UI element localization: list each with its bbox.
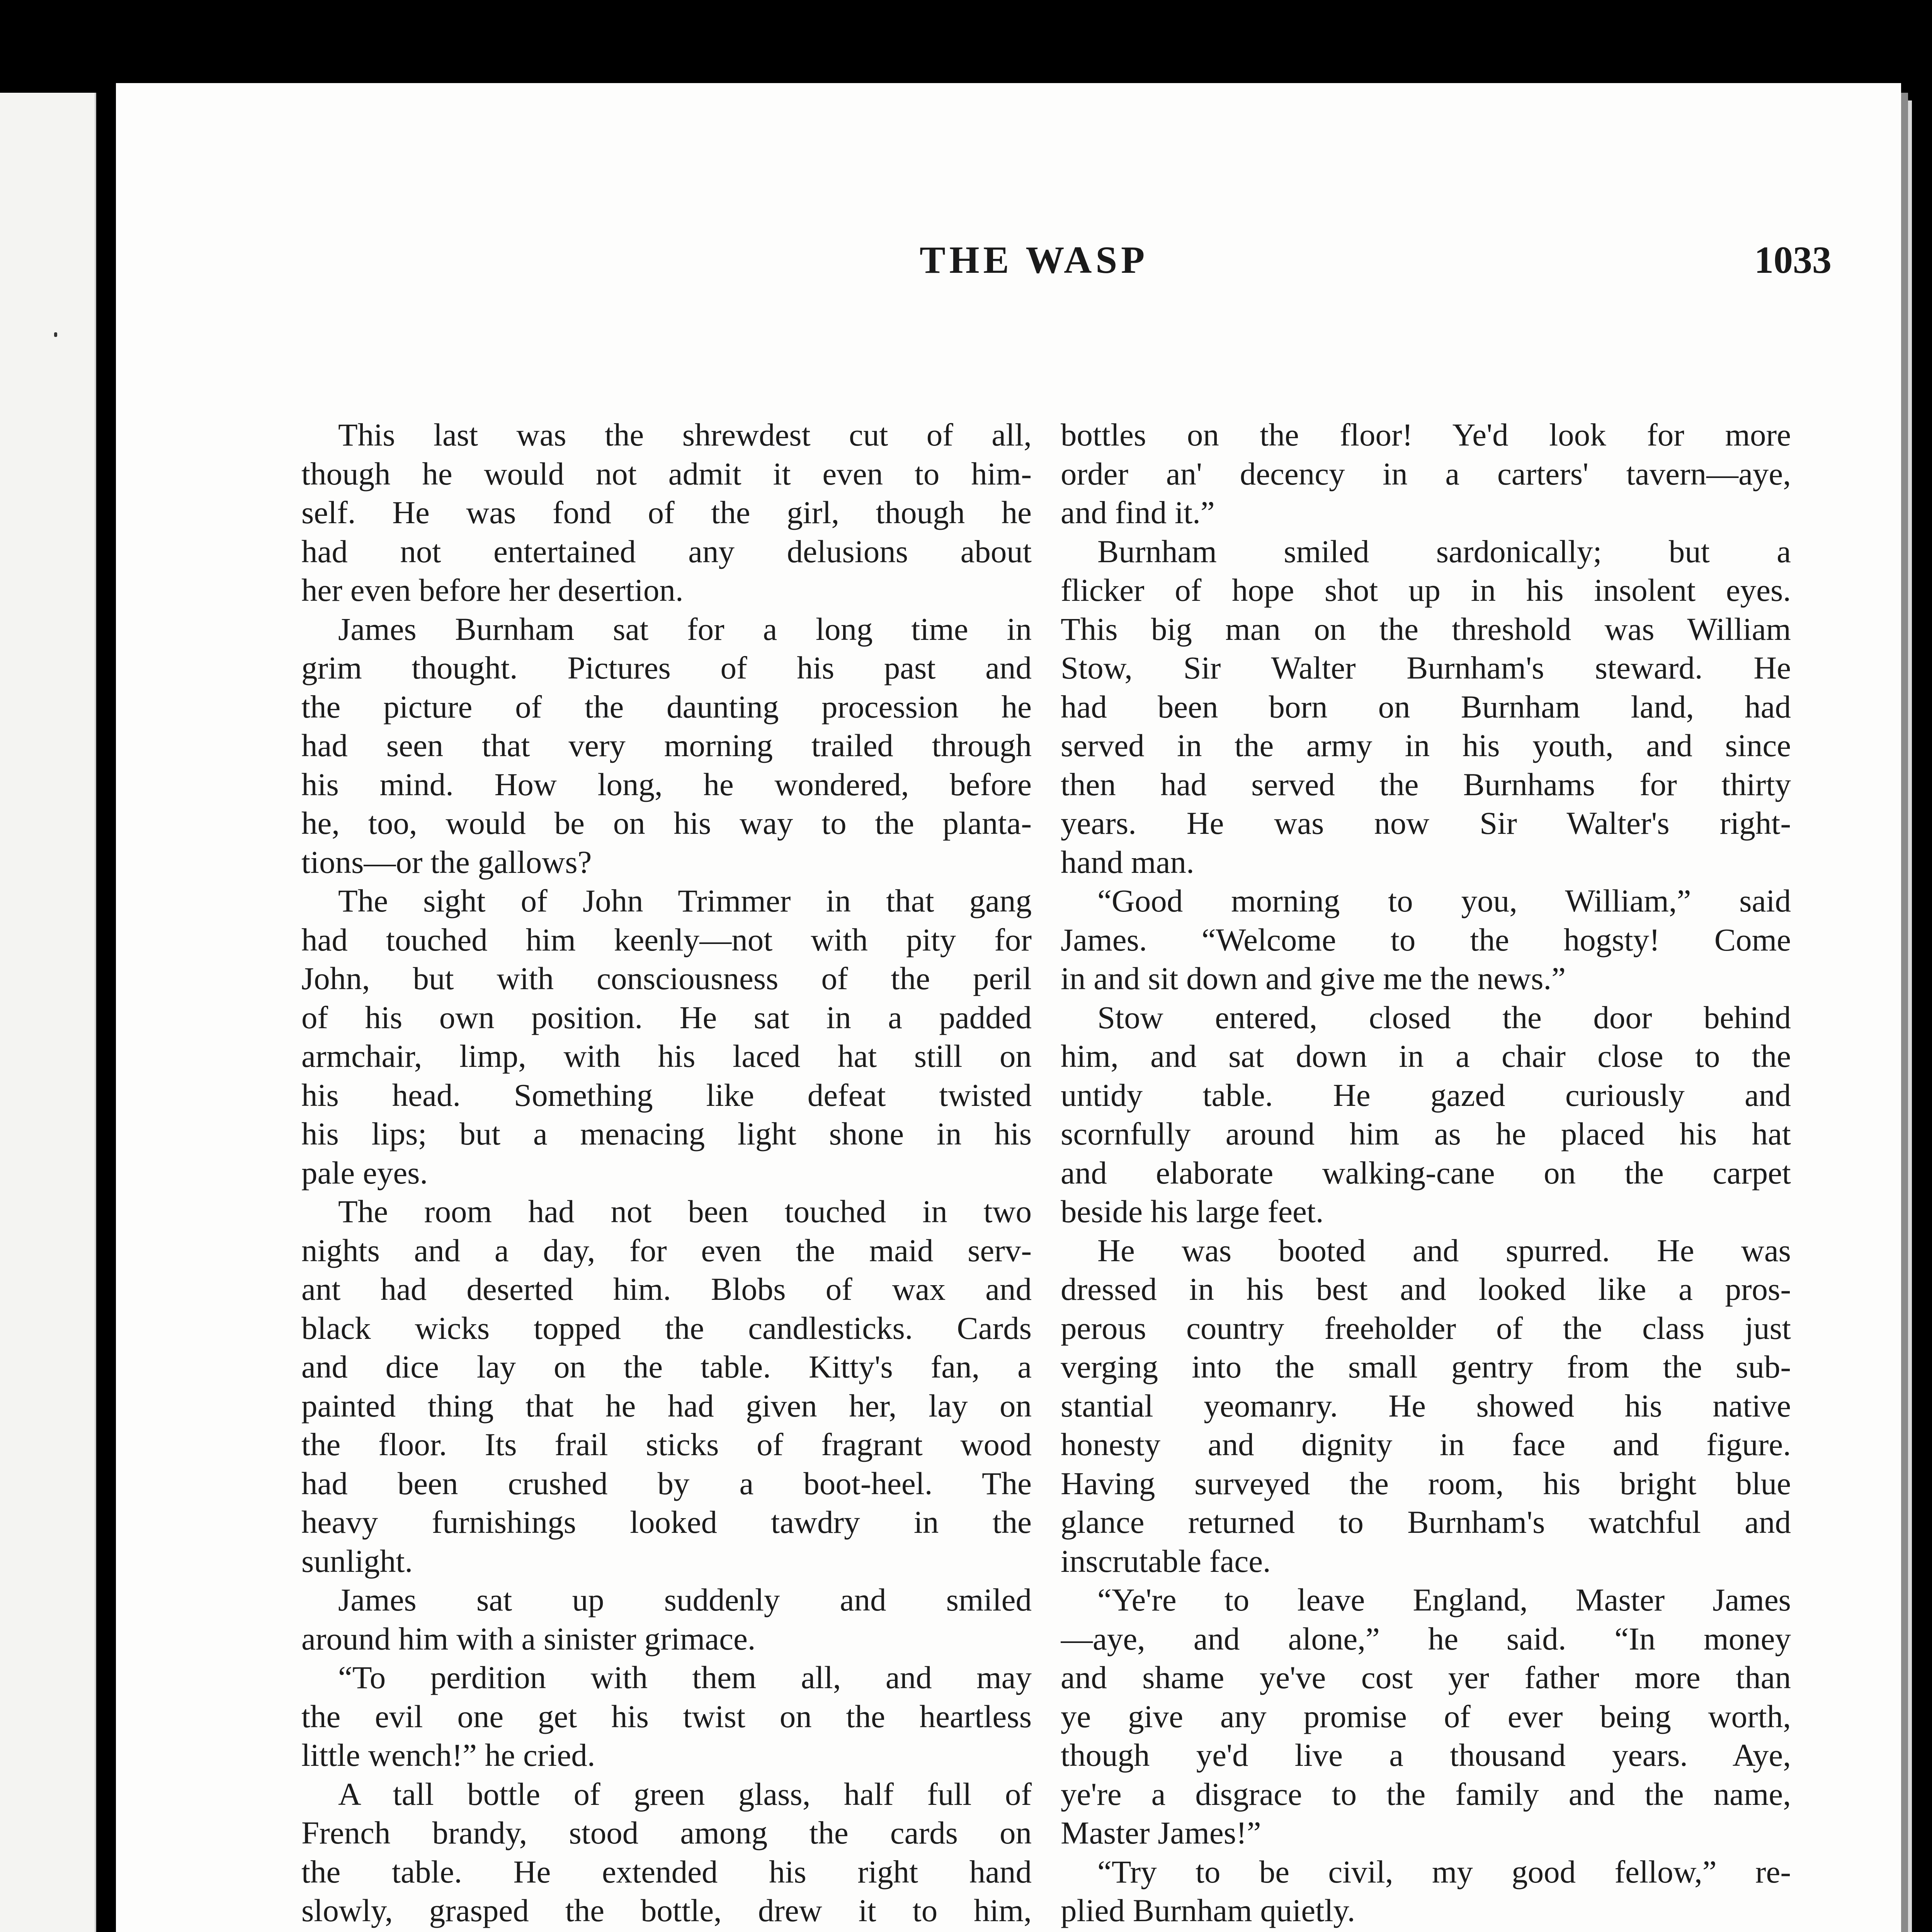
text-line: Stow, Sir Walter Burnham's steward. He (1061, 650, 1791, 685)
text-line: French brandy, stood among the cards on (301, 1815, 1032, 1850)
text-line: armchair, limp, with his laced hat still on (301, 1038, 1032, 1074)
text-line: ye give any promise of ever being worth, (1061, 1698, 1791, 1734)
text-line: dressed in his best and looked like a pros- (1061, 1271, 1791, 1307)
text-line: the picture of the daunting procession he (301, 689, 1032, 724)
text-line: had touched him keenly—not with pity for (301, 922, 1032, 957)
text-line: and dice lay on the table. Kitty's fan, a (301, 1349, 1032, 1384)
text-line: then had served the Burnhams for thirty (1061, 766, 1791, 802)
right-text-column (1061, 415, 1791, 1932)
text-line: tions—or the gallows? (301, 844, 592, 880)
text-line: —aye, and alone,” he said. “In money (1061, 1621, 1791, 1656)
ink-fleck (54, 332, 57, 337)
running-title: THE WASP (920, 238, 1149, 281)
text-line: perous country freeholder of the class just (1061, 1310, 1791, 1346)
text-line: painted thing that he had given her, lay on (301, 1388, 1032, 1423)
text-line: untidy table. He gazed curiously and (1061, 1077, 1791, 1113)
text-line: ye're a disgrace to the family and the name, (1061, 1776, 1791, 1812)
text-line: John, but with consciousness of the peril (301, 961, 1032, 996)
text-line: A tall bottle of green glass, half full of (338, 1776, 1032, 1812)
text-line: slowly, grasped the bottle, drew it to him, (301, 1893, 1032, 1928)
text-line: him, and sat down in a chair close to the (1061, 1038, 1791, 1074)
text-line: James. “Welcome to the hogsty! Come (1061, 922, 1791, 957)
text-line: in and sit down and give me the news.” (1061, 961, 1566, 996)
text-line (301, 1930, 1032, 1932)
text-line: honesty and dignity in face and figure. (1061, 1427, 1791, 1462)
text-line: the evil one get his twist on the heartless (301, 1698, 1032, 1734)
text-line: nights and a day, for even the maid serv- (301, 1232, 1032, 1268)
text-line: bottles on the floor! Ye'd look for more (1061, 417, 1791, 452)
text-line: Burnham smiled sardonically; but a (1097, 533, 1791, 569)
text-line: his head. Something like defeat twisted (301, 1077, 1032, 1113)
text-line: “Try to be civil, my good fellow,” re- (1097, 1854, 1791, 1889)
text-line: sunlight. (301, 1543, 413, 1579)
page-binding-edge (1901, 93, 1908, 1932)
text-line: Stow entered, closed the door behind (1097, 999, 1791, 1035)
text-line: Having surveyed the room, his bright blue (1061, 1465, 1791, 1501)
text-line: order an' decency in a carters' tavern—aye, (1061, 456, 1791, 492)
text-line: grim thought. Pictures of his past and (301, 650, 1032, 685)
text-line: of his own position. He sat in a padded (301, 999, 1032, 1035)
text-line: had seen that very morning trailed through (301, 728, 1032, 763)
text-line: This big man on the threshold was William (1061, 611, 1791, 647)
text-line: “Good morning to you, William,” said (1097, 883, 1791, 918)
text-line: The sight of John Trimmer in that gang (338, 883, 1032, 918)
text-line: “To perdition with them all, and may (338, 1660, 1032, 1695)
page-edge-highlight (1908, 100, 1912, 1932)
text-line: though ye'd live a thousand years. Aye, (1061, 1737, 1791, 1773)
text-line: pale eyes. (301, 1155, 428, 1190)
text-line: stantial yeomanry. He showed his native (1061, 1388, 1791, 1423)
text-line: and elaborate walking-cane on the carpet (1061, 1155, 1791, 1190)
book-page (116, 83, 1901, 1932)
text-line (1061, 1930, 1791, 1932)
text-line: inscrutable face. (1061, 1543, 1271, 1579)
text-line: plied Burnham quietly. (1061, 1893, 1355, 1928)
text-line: the floor. Its frail sticks of fragrant wood (301, 1427, 1032, 1462)
text-line: James sat up suddenly and smiled (338, 1582, 1032, 1617)
text-line: and shame ye've cost yer father more than (1061, 1660, 1791, 1695)
text-line: self. He was fond of the girl, though he (301, 495, 1032, 530)
text-line: heavy furnishings looked tawdry in the (301, 1504, 1032, 1540)
text-line: had been born on Burnham land, had (1061, 689, 1791, 724)
text-line: little wench!” he cried. (301, 1737, 595, 1773)
text-line: scornfully around him as he placed his hat (1061, 1116, 1791, 1151)
text-line: he, too, would be on his way to the planta- (301, 805, 1032, 841)
text-line: her even before her desertion. (301, 572, 684, 608)
text-line: his lips; but a menacing light shone in his (301, 1116, 1032, 1151)
text-line: had been crushed by a boot-heel. The (301, 1465, 1032, 1501)
page-number: 1033 (1754, 238, 1832, 281)
text-line: years. He was now Sir Walter's right- (1061, 805, 1791, 841)
left-text-column (301, 415, 1032, 1932)
text-line: Master James!” (1061, 1815, 1261, 1850)
text-line: the table. He extended his right hand (301, 1854, 1032, 1889)
text-line: This last was the shrewdest cut of all, (338, 417, 1032, 452)
text-line: flicker of hope shot up in his insolent eyes. (1061, 572, 1791, 608)
text-line: black wicks topped the candlesticks. Cards (301, 1310, 1032, 1346)
text-line: had not entertained any delusions about (301, 533, 1032, 569)
text-line: though he would not admit it even to him- (301, 456, 1032, 492)
text-line: around him with a sinister grimace. (301, 1621, 756, 1656)
text-line: hand man. (1061, 844, 1194, 880)
text-line: verging into the small gentry from the sub- (1061, 1349, 1791, 1384)
text-line: and find it.” (1061, 495, 1215, 530)
text-line: glance returned to Burnham's watchful and (1061, 1504, 1791, 1540)
text-line: James Burnham sat for a long time in (338, 611, 1032, 647)
text-line: The room had not been touched in two (338, 1194, 1032, 1229)
text-line: his mind. How long, he wondered, before (301, 766, 1032, 802)
text-line: ant had deserted him. Blobs of wax and (301, 1271, 1032, 1307)
text-line: He was booted and spurred. He was (1097, 1232, 1791, 1268)
facing-page-edge (0, 93, 96, 1932)
text-line: beside his large feet. (1061, 1194, 1324, 1229)
running-head (116, 238, 1901, 299)
text-line: served in the army in his youth, and since (1061, 728, 1791, 763)
text-line: “Ye're to leave England, Master James (1097, 1582, 1791, 1617)
